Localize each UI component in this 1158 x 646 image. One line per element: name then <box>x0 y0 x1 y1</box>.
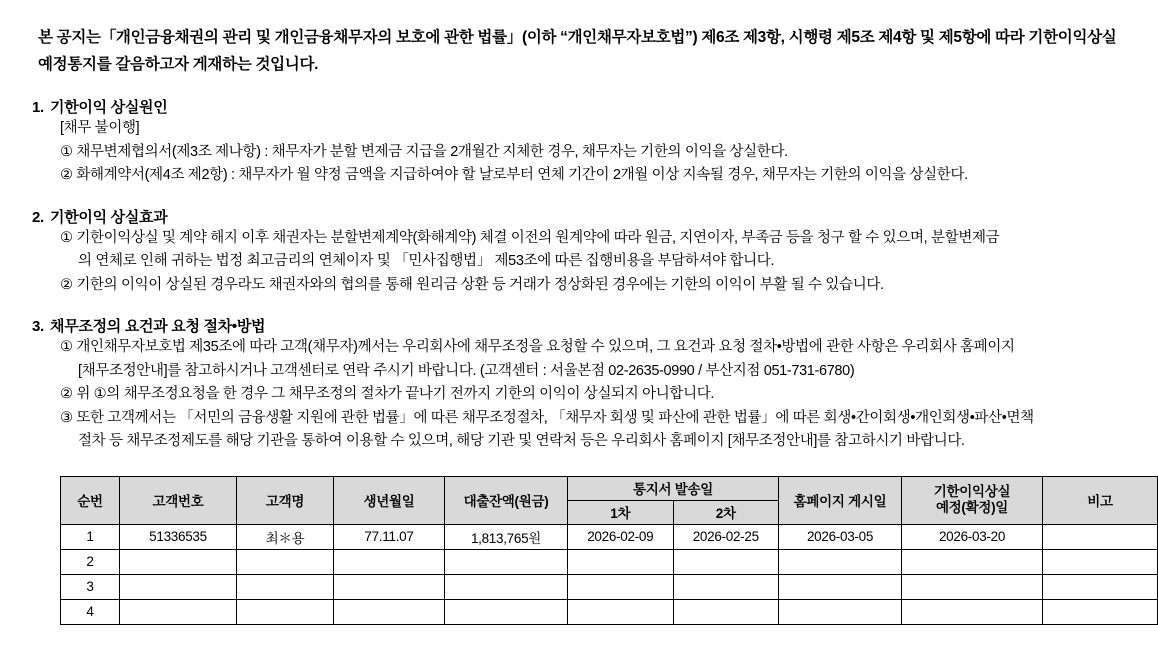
section-3-number: 3. <box>32 318 44 336</box>
section-2-line-3: ② 기한의 이익이 상실된 경우라도 채권자와의 협의를 통해 원리금 상환 등 거래가 정상화된 경우에는 기한의 이익이 부활 될 수 있습니다. <box>60 276 884 293</box>
header-customer-no: 고객번호 <box>120 476 237 524</box>
section-2-line-2: 의 연체로 인해 귀하는 법정 최고금리의 연체이자 및 「민사집행법」 제53조에 따른 집행비용을 부담하셔야 합니다. <box>78 253 775 270</box>
cell-loan-balance: 1,813,765원 <box>445 524 568 549</box>
cell-homepage-post <box>779 599 902 624</box>
cell-memo <box>1043 574 1158 599</box>
section-2-number: 2. <box>32 208 44 226</box>
section-1 <box>30 96 1128 187</box>
section-3-heading: 채무조정의 요건과 요청 절차•방법 <box>50 318 266 336</box>
cell-memo <box>1043 599 1158 624</box>
section-3-line-3: ② 위 ①의 채무조정요청을 한 경우 그 채무조정의 절차가 끝나기 전까지 기한의 이익이 상실되지 아니합니다. <box>60 386 715 403</box>
table-header-row-1 <box>61 476 1158 500</box>
cell-send-2 <box>673 574 779 599</box>
header-no: 순번 <box>61 476 120 524</box>
cell-loan-balance <box>445 599 568 624</box>
cell-due: 2026-03-20 <box>902 524 1043 549</box>
cell-homepage-post <box>779 574 902 599</box>
section-1-title <box>32 96 1128 117</box>
section-1-number: 1. <box>32 99 44 117</box>
header-due-line-1: 기한이익상실 <box>933 483 1011 499</box>
section-1-heading: 기한이익 상실원인 <box>50 99 168 117</box>
table-row <box>61 599 1158 624</box>
header-loan-balance: 대출잔액(원금) <box>445 476 568 524</box>
cell-customer-name <box>237 599 334 624</box>
cell-no: 4 <box>61 599 120 624</box>
cell-customer-no <box>120 574 237 599</box>
header-send-1: 1차 <box>568 500 674 524</box>
header-send-2: 2차 <box>673 500 779 524</box>
section-1-line-2: ① 채무변제협의서(제3조 제나항) : 채무자가 분할 변제금 지급을 2개월간 지체한 경우, 채무자는 기한의 이익을 상실한다. <box>60 143 788 160</box>
section-3-line-1: ① 개인채무자보호법 제35조에 따라 고객(채무자)께서는 우리회사에 채무조정을 요청할 수 있으며, 그 요건과 요청 절차•방법에 관한 사항은 우리회사 홈페이지 <box>60 339 1015 356</box>
cell-birth <box>334 549 445 574</box>
table-row <box>61 524 1158 549</box>
header-notice-send: 통지서 발송일 <box>568 476 779 500</box>
cell-memo <box>1043 524 1158 549</box>
section-2-heading: 기한이익 상실효과 <box>50 208 168 226</box>
header-birth: 생년월일 <box>334 476 445 524</box>
section-2-line-1: ① 기한이익상실 및 계약 해지 이후 채권자는 분할변제계약(화해계약) 체결 이전의 원계약에 따라 원금, 지연이자, 부족금 등을 청구 할 수 있으며, 분할변제금 <box>60 229 1000 246</box>
cell-send-1 <box>568 574 674 599</box>
cell-birth <box>334 574 445 599</box>
cell-customer-no <box>120 549 237 574</box>
cell-customer-no <box>120 599 237 624</box>
header-customer-name: 고객명 <box>237 476 334 524</box>
cell-homepage-post <box>779 549 902 574</box>
cell-due <box>902 599 1043 624</box>
cell-loan-balance <box>445 549 568 574</box>
cell-due <box>902 549 1043 574</box>
cell-send-1: 2026-02-09 <box>568 524 674 549</box>
table-row <box>61 549 1158 574</box>
cell-customer-name: 최＊용 <box>237 524 334 549</box>
cell-loan-balance <box>445 574 568 599</box>
section-2-title <box>32 206 1128 227</box>
table-row <box>61 574 1158 599</box>
section-3-line-5: 절차 등 채무조정제도를 해당 기관을 통하여 이용할 수 있으며, 해당 기관 및 연락처 등은 우리회사 홈페이지 [채무조정안내]를 참고하시기 바랍니다. <box>78 433 965 450</box>
cell-memo <box>1043 549 1158 574</box>
cell-send-2 <box>673 599 779 624</box>
cell-no: 2 <box>61 549 120 574</box>
cell-no: 1 <box>61 524 120 549</box>
cell-birth <box>334 599 445 624</box>
cell-due <box>902 574 1043 599</box>
intro-line-1: 본 공지는「개인금융채권의 관리 및 개인금융채무자의 보호에 관한 법률」(이하 “개인채무자보호법”) 제6조 제3항, 시행령 제5조 제4항 및 제5항에 따라 기한이익상실 <box>38 29 1117 46</box>
section-3 <box>30 315 1128 453</box>
section-3-line-2: [채무조정안내]를 참고하시거나 고객센터로 연락 주시기 바랍니다. (고객센터 : 서울본점 02-2635-0990 / 부산지점 051-731-6780) <box>78 362 855 379</box>
cell-send-2 <box>673 549 779 574</box>
cell-customer-name <box>237 574 334 599</box>
section-1-line-1: [채무 불이행] <box>60 120 140 137</box>
header-due-line-2: 예정(확정)일 <box>935 500 1009 516</box>
section-3-line-4: ③ 또한 고객께서는 「서민의 금융생활 지원에 관한 법률」에 따른 채무조정절차, 「채무자 회생 및 파산에 관한 법률」에 따른 회생•간이회생•개인회생•파산•면책 <box>60 409 1034 426</box>
header-homepage-post: 홈페이지 게시일 <box>779 476 902 524</box>
section-1-line-3: ② 화해계약서(제4조 제2항) : 채무자가 월 약정 금액을 지급하여야 할 날로부터 연체 기간이 2개월 이상 지속될 경우, 채무자는 기한의 이익을 상실한다. <box>60 167 968 184</box>
cell-send-2: 2026-02-25 <box>673 524 779 549</box>
table-header <box>61 476 1158 524</box>
cell-no: 3 <box>61 574 120 599</box>
header-memo: 비고 <box>1043 476 1158 524</box>
cell-customer-name <box>237 549 334 574</box>
cell-send-1 <box>568 549 674 574</box>
intro-line-2: 예정통지를 갈음하고자 게재하는 것입니다. <box>38 56 319 74</box>
header-due <box>902 476 1043 524</box>
cell-homepage-post: 2026-03-05 <box>779 524 902 549</box>
notice-table <box>60 476 1158 625</box>
section-2 <box>30 206 1128 297</box>
cell-send-1 <box>568 599 674 624</box>
cell-customer-no: 51336535 <box>120 524 237 549</box>
cell-birth: 77.11.07 <box>334 524 445 549</box>
intro-paragraph <box>38 24 1128 78</box>
table-body <box>61 524 1158 624</box>
section-3-title <box>32 315 1128 336</box>
